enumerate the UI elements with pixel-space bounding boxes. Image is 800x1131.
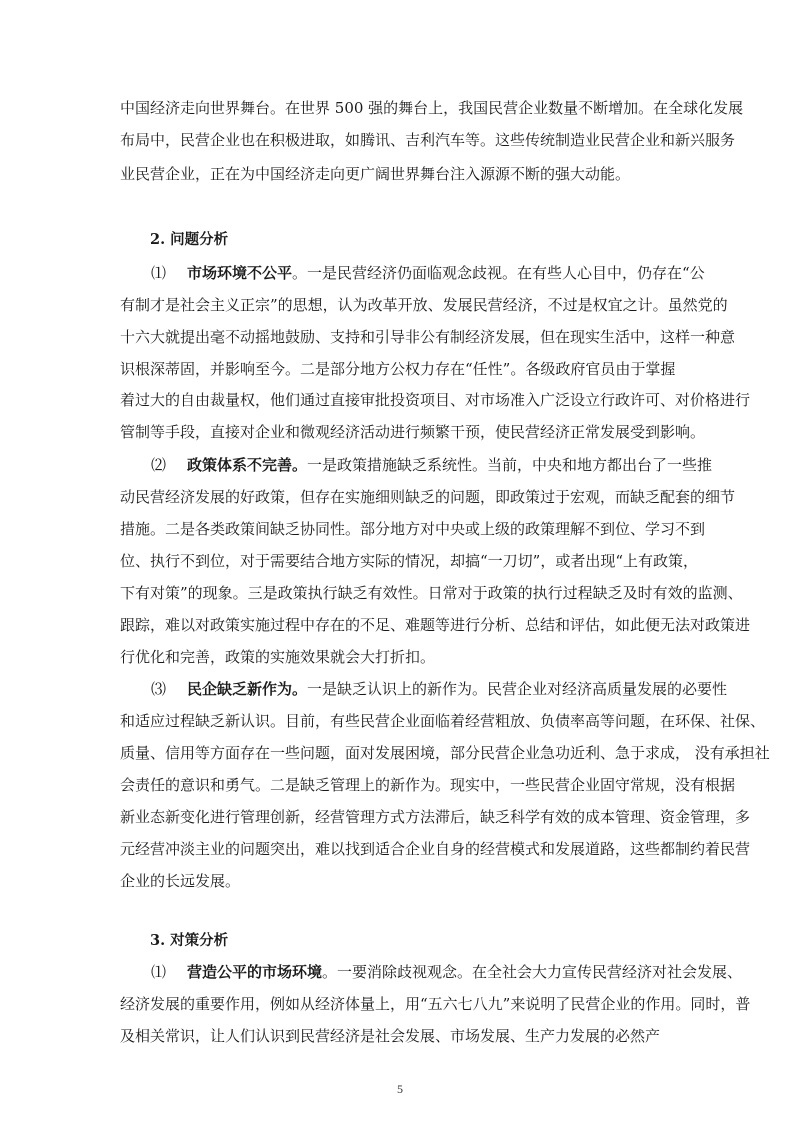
paragraph-line: 和适应过程缺乏新认识。目前，有些民营企业面临着经营粗放、负债率高等问题，在环保、社保、 (120, 712, 766, 730)
paragraph-line: 中国经济走向世界舞台。在世界 500 强的舞台上，我国民营企业数量不断增加。在全球化发展 (120, 99, 744, 117)
page-number: 5 (397, 1082, 403, 1096)
section-heading-3: 3. 对策分析 (150, 932, 229, 949)
paragraph-lead: 民企缺乏新作为。 (187, 680, 308, 698)
paragraph-line: 识根深蒂固，并影响至今。二是部分地方公权力存在“任性”。各级政府官员由于掌握 (120, 360, 676, 378)
list-number: ⑵ (151, 456, 167, 474)
paragraph-line: 位、执行不到位，对于需要结合地方实际的情况，却搞“一刀切”，或者出现“上有政策， (120, 552, 699, 570)
paragraph-line: 有制才是社会主义正宗”的思想，认为改革开放、发展民营经济，不过是权宜之计。虽然党的 (120, 296, 728, 314)
paragraph-line: 会责任的意识和勇气。二是缺乏管理上的新作为。现实中，一些民营企业固守常规，没有根据 (120, 776, 736, 794)
list-number: ⑶ (151, 680, 167, 698)
paragraph-line: 管制等手段，直接对企业和微观经济活动进行频繁干预，使民营经济正常发展受到影响。 (120, 423, 706, 441)
paragraph-line (151, 679, 728, 699)
paragraph-line: 新业态新变化进行管理创新，经营管理方式方法滞后，缺乏科学有效的成本管理、资金管理，多 (120, 808, 751, 826)
paragraph-line: 措施。二是各类政策间缺乏协同性。部分地方对中央或上级的政策理解不到位、学习不到 (120, 520, 706, 538)
paragraph-line: 十六大就提出毫不动摇地鼓励、支持和引导非公有制经济发展，但在现实生活中，这样一种意 (120, 328, 736, 346)
paragraph-line: 行优化和完善，政策的实施效果就会大打折扣。 (120, 648, 436, 666)
paragraph-line (151, 263, 705, 283)
paragraph-text: 一是缺乏认识上的新作为。民营企业对经济高质量发展的必要性 (307, 680, 728, 698)
paragraph-line: 动民营经济发展的好政策，但存在实施细则缺乏的问题，即政策过于宏观，而缺乏配套的细节 (120, 488, 736, 506)
paragraph-line: 业民营企业，正在为中国经济走向更广阔世界舞台注入源源不断的强大动能。 (120, 165, 631, 183)
paragraph-line: 元经营冲淡主业的问题突出，难以找到适合企业自身的经营模式和发展道路，这些都制约着民营 (120, 840, 751, 858)
list-number: ⑴ (151, 264, 167, 282)
paragraph-line: 下有对策”的现象。三是政策执行缺乏有效性。日常对于政策的执行过程缺乏及时有效的监测、 (120, 584, 743, 602)
paragraph-line: 企业的长远发展。 (120, 872, 241, 890)
paragraph-line: 及相关常识，让人们认识到民营经济是社会发展、市场发展、生产力发展的必然产 (120, 1027, 661, 1045)
paragraph-lead: 市场环境不公平 (187, 264, 293, 282)
paragraph-lead: 政策体系不完善。 (187, 456, 308, 474)
paragraph-lead: 营造公平的市场环境 (187, 963, 323, 981)
list-number: ⑴ (151, 963, 167, 981)
paragraph-line: 着过大的自由裁量权，他们通过直接审批投资项目、对市场准入广泛设立行政许可、对价格进行 (120, 391, 751, 409)
paragraph-text: 。一是民营经济仍面临观念歧视。在有些人心目中，仍存在“公 (292, 264, 705, 282)
paragraph-line (151, 962, 743, 982)
paragraph-text: 一是政策措施缺乏系统性。当前，中央和地方都出台了一些推 (307, 456, 713, 474)
paragraph-line (151, 455, 713, 475)
paragraph-line: 质量、信用等方面存在一些问题，面对发展困境，部分民营企业急功近利、急于求成， 没有承担社 (120, 744, 770, 762)
paragraph-line: 经济发展的重要作用，例如从经济体量上，用“五六七八九”来说明了民营企业的作用。同时，普 (120, 995, 751, 1013)
section-heading-2: 2. 问题分析 (150, 231, 229, 248)
paragraph-line: 跟踪，难以对政策实施过程中存在的不足、难题等进行分析、总结和评估，如此便无法对政策进 (120, 616, 751, 634)
paragraph-text: 。一要消除歧视观念。在全社会大力宣传民营经济对社会发展、 (322, 963, 743, 981)
paragraph-line: 布局中，民营企业也在积极进取，如腾讯、吉利汽车等。这些传统制造业民营企业和新兴服务 (120, 131, 736, 149)
